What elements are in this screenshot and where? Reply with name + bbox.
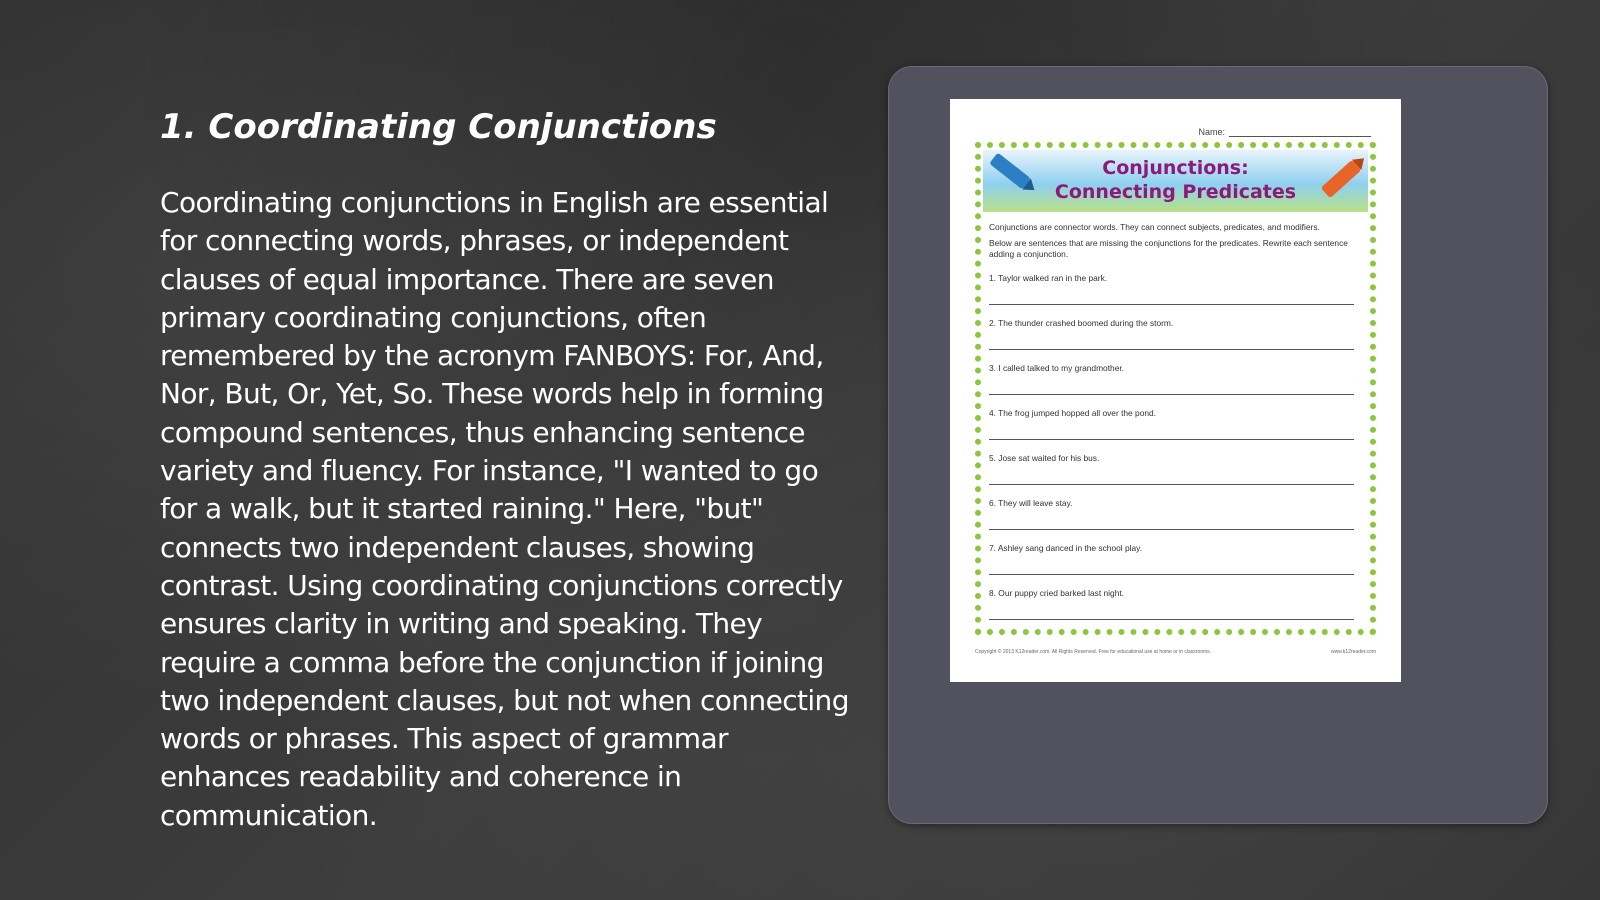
slide-title: 1. Coordinating Conjunctions: [160, 107, 717, 147]
answer-line: [989, 304, 1354, 305]
exercise-text: 2. The thunder crashed boomed during the storm.: [989, 318, 1174, 328]
exercise-item: [989, 452, 1354, 497]
instruction-text: Below are sentences that are missing the conjunctions for the predicates. Rewrite each sentence adding a conjunction.: [989, 238, 1348, 259]
slide-body-text: Coordinating conjunctions in English are essential for connecting words, phrases, or independent clauses of equal importance. There are seven primary coordinating conjunctions, often remembered by the acronym FANBOYS: For, And, Nor, But, Or, Yet, So. These words help in forming compound sentences, thus enhancing sentence variety and fluency. For instance, "I wanted to go for a walk, but it started raining." Here, "but" connects two independent clauses, showing contrast. Using coordinating conjunctions correctly ensures clarity in writing and speaking. They require a comma before the conjunction if joining two independent clauses, but not when connecting words or phrases. This aspect of grammar enhances readability and coherence in communication.: [160, 186, 849, 832]
worksheet-url: www.k12reader.com: [1330, 649, 1376, 655]
exercise-text: 7. Ashley sang danced in the school play.: [989, 543, 1143, 553]
exercise-text: 8. Our puppy cried barked last night.: [989, 588, 1125, 598]
exercise-item: [989, 362, 1354, 407]
answer-line: [989, 484, 1354, 485]
name-label: Name:: [1198, 127, 1225, 137]
worksheet-image: [950, 99, 1401, 682]
exercise-item: [989, 407, 1354, 452]
worksheet-instructions: [989, 222, 1366, 265]
answer-line: [989, 619, 1354, 620]
exercise-text: 3. I called talked to my grandmother.: [989, 363, 1125, 373]
instruction-text: Conjunctions are connector words. They can connect subjects, predicates, and modifiers.: [989, 222, 1320, 232]
worksheet-copyright: Copyright © 2013 K12reader.com. All Rights Reserved. Free for educational use at home or in classrooms.: [975, 649, 1212, 655]
exercise-text: 6. They will leave stay.: [989, 498, 1073, 508]
exercise-item: [989, 542, 1354, 587]
exercise-item: [989, 317, 1354, 362]
answer-line: [989, 394, 1354, 395]
name-line: [1229, 136, 1371, 137]
worksheet-title-line1: Conjunctions:: [1102, 157, 1249, 179]
exercise-text: 5. Jose sat waited for his bus.: [989, 453, 1100, 463]
answer-line: [989, 574, 1354, 575]
name-field: [1198, 127, 1371, 137]
exercise-text: 1. Taylor walked ran in the park.: [989, 273, 1108, 283]
exercise-item: [989, 497, 1354, 542]
exercise-text: 4. The frog jumped hopped all over the pond.: [989, 408, 1156, 418]
exercise-item: [989, 272, 1354, 317]
dotted-border: [975, 142, 1376, 635]
exercise-item: [989, 587, 1354, 632]
worksheet-banner: [983, 150, 1368, 212]
answer-line: [989, 439, 1354, 440]
answer-line: [989, 529, 1354, 530]
answer-line: [989, 349, 1354, 350]
exercise-list: [989, 272, 1354, 632]
worksheet-title-line2: Connecting Predicates: [1054, 181, 1297, 203]
